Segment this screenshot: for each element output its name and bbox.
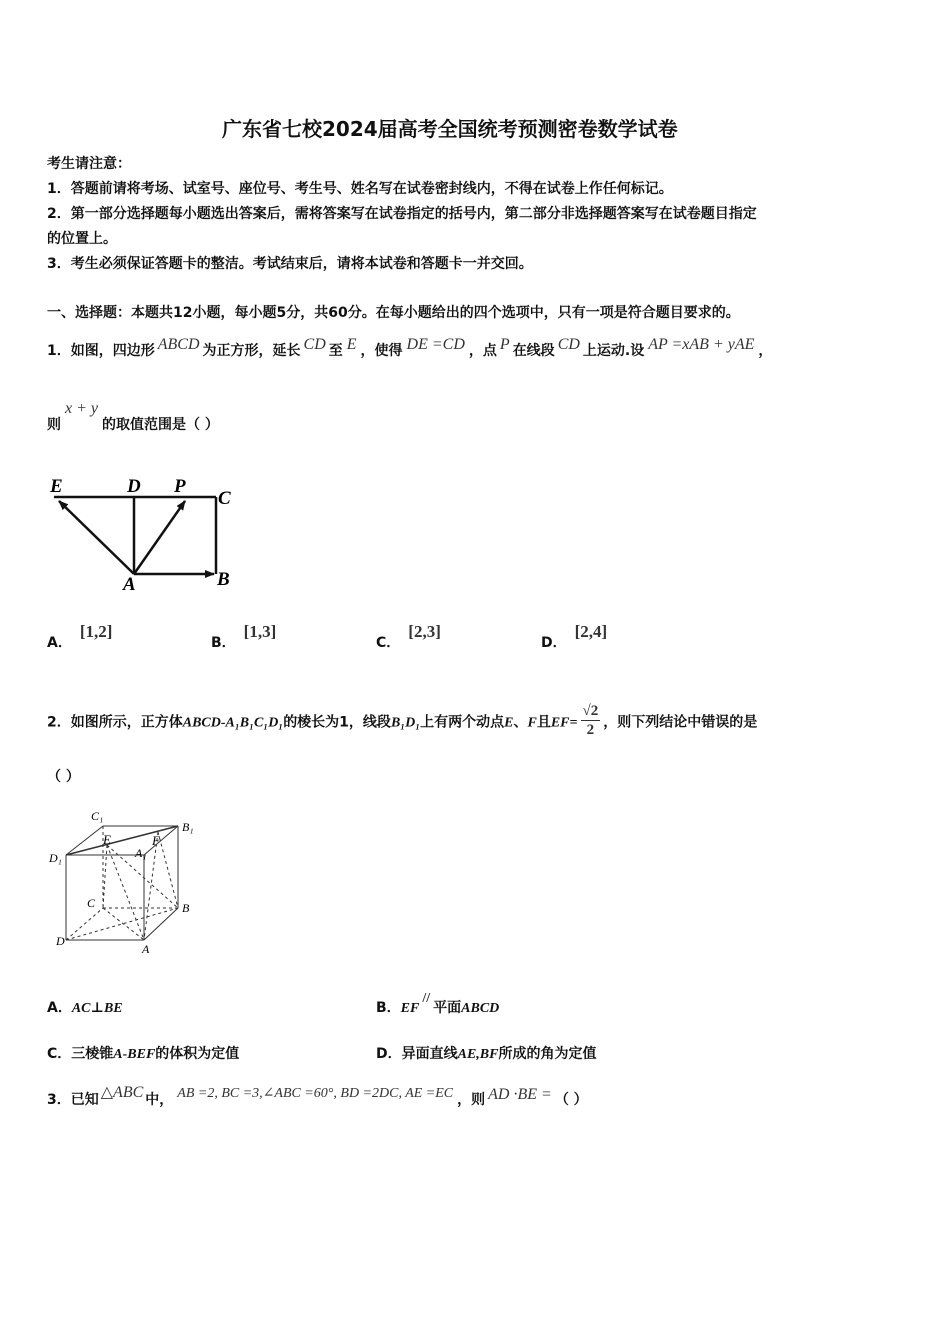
- question-3-stem: 3．已知 △ABC 中， AB =2, BC =3,∠ABC =60°, BD =2DC, AE =EC ，则 AD ·BE = （ ）: [47, 1084, 588, 1108]
- question-1-stem-cont: 则x + y的取值范围是（ ）: [47, 400, 219, 433]
- label-p: P: [174, 476, 186, 497]
- label-f: F: [152, 833, 160, 848]
- label-e: E: [50, 476, 63, 497]
- notice-item-3: 3．考生必须保证答题卡的整洁。考试结束后，请将本试卷和答题卡一并交回。: [47, 256, 533, 272]
- label-d1: D₁: [49, 851, 62, 865]
- question-1-stem: 1．如图，四边形 ABCD 为正方形，延长 CD 至 E ，使得 DE =CD ，点 P 在线段 CD 上运动.设 AP =xAB + yAE ，: [47, 336, 773, 359]
- label-a1: A₁: [135, 846, 147, 860]
- label-a: A: [142, 942, 150, 956]
- question-2-stem: 2．如图所示，正方体ABCD-A₁B₁C₁D₁的棱长为1，线段B₁D₁上有两个动点E、F且EF= $\frac{√2}{2}$ ，则下列结论中错误的是: [47, 703, 758, 738]
- q2-option-a[interactable]: A．AC⊥BE: [47, 1000, 123, 1016]
- q1-option-b[interactable]: B．[1,3]: [211, 622, 277, 651]
- question-2-cube-figure: [45, 805, 205, 960]
- label-d: D: [127, 476, 141, 497]
- label-c: C: [218, 488, 231, 509]
- label-b: B: [217, 569, 230, 590]
- vector-ap: [134, 501, 185, 574]
- notice-item-2: 2．第一部分选择题每小题选出答案后，需将答案写在试卷指定的括号内，第二部分非选择题答案写在试卷题目指定: [47, 206, 757, 222]
- q2-option-b[interactable]: B．EF//平面ABCD: [376, 991, 500, 1016]
- q2-option-d[interactable]: D．异面直线AE,BF所成的角为定值: [376, 1046, 597, 1062]
- label-a: A: [123, 574, 136, 595]
- label-c: C: [87, 896, 96, 910]
- label-b: B: [182, 901, 190, 915]
- label-d: D: [56, 934, 65, 948]
- notice-heading: 考生请注意：: [47, 156, 131, 172]
- q1-option-d[interactable]: D．[2,4]: [541, 622, 608, 651]
- label-b1: B₁: [182, 820, 194, 834]
- label-e: E: [103, 832, 111, 847]
- page-title: 广东省七校2024届高考全国统考预测密卷数学试卷: [222, 117, 678, 141]
- question-1-figure: [40, 470, 240, 595]
- fraction-sqrt2-over-2: $\frac{√2}{2}$: [582, 703, 599, 738]
- q2-option-c[interactable]: C．三棱锥A-BEF的体积为定值: [47, 1046, 240, 1062]
- section-heading: 一、选择题：本题共12小题，每小题5分，共60分。在每小题给出的四个选项中，只有一项是符合题目要求的。: [47, 305, 740, 321]
- notice-item-2-cont: 的位置上。: [47, 231, 117, 247]
- q1-option-c[interactable]: C．[2,3]: [376, 622, 441, 651]
- label-c1: C₁: [91, 809, 104, 823]
- q1-option-a[interactable]: A．[1,2]: [47, 622, 113, 651]
- vector-ae: [59, 501, 134, 574]
- question-2-paren: （ ）: [47, 769, 80, 785]
- notice-item-1: 1．答题前请将考场、试室号、座位号、考生号、姓名写在试卷密封线内，不得在试卷上作任何标记。: [47, 181, 673, 197]
